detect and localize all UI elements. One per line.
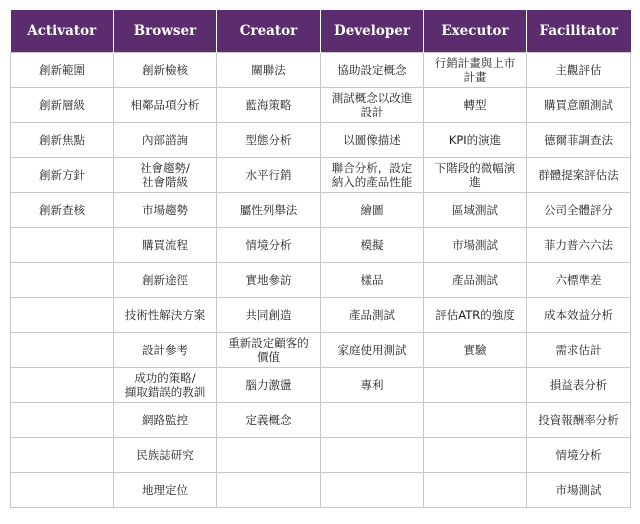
table-cell: 轉型 [424, 88, 527, 123]
table-body [11, 53, 631, 508]
table-row [11, 53, 631, 88]
table-cell: 成本效益分析 [527, 298, 631, 333]
table-cell: 創新層級 [11, 88, 114, 123]
table-cell: 社會趨勢/ 社會階級 [114, 158, 217, 193]
table-cell: 創新焦點 [11, 123, 114, 158]
table-cell: 樣品 [321, 263, 424, 298]
table-cell: 情境分析 [527, 438, 631, 473]
table-row [11, 298, 631, 333]
table-cell: 重新設定顧客的 價值 [217, 333, 321, 368]
table-cell: 情境分析 [217, 228, 321, 263]
table-cell: 德爾菲調查法 [527, 123, 631, 158]
table-cell: 水平行銷 [217, 158, 321, 193]
table-cell: 創新途徑 [114, 263, 217, 298]
table-cell: 成功的策略/ 擷取錯誤的教訓 [114, 368, 217, 403]
table-cell [424, 368, 527, 403]
table-cell: 創新查核 [11, 193, 114, 228]
table-cell: 需求估計 [527, 333, 631, 368]
table-cell [11, 298, 114, 333]
table-cell [11, 368, 114, 403]
table-cell: 市場趨勢 [114, 193, 217, 228]
table-cell: 下階段的微幅演 進 [424, 158, 527, 193]
table-cell: KPI的演進 [424, 123, 527, 158]
table-cell: 實地參訪 [217, 263, 321, 298]
table-cell: 聯合分析，設定 納入的產品性能 [321, 158, 424, 193]
table-cell: 產品測試 [424, 263, 527, 298]
table-cell [11, 438, 114, 473]
table-cell: 評估ATR的強度 [424, 298, 527, 333]
table-cell: 相鄰品項分析 [114, 88, 217, 123]
column-header-developer: Developer [321, 10, 424, 53]
table-cell [424, 473, 527, 508]
table-cell: 六標準差 [527, 263, 631, 298]
table-cell: 公司全體評分 [527, 193, 631, 228]
table-cell [11, 403, 114, 438]
table-row [11, 403, 631, 438]
table-cell: 市場測試 [424, 228, 527, 263]
table-cell [217, 473, 321, 508]
table-cell: 內部諮詢 [114, 123, 217, 158]
table-cell: 腦力激盪 [217, 368, 321, 403]
table-cell: 地理定位 [114, 473, 217, 508]
table-cell: 產品測試 [321, 298, 424, 333]
table-cell: 投資報酬率分析 [527, 403, 631, 438]
table-cell: 區域測試 [424, 193, 527, 228]
table-cell: 損益表分析 [527, 368, 631, 403]
table-cell: 型態分析 [217, 123, 321, 158]
table-cell: 創新方針 [11, 158, 114, 193]
table-cell: 創新範圍 [11, 53, 114, 88]
table-cell: 協助設定概念 [321, 53, 424, 88]
table-cell [321, 403, 424, 438]
table-cell: 網路監控 [114, 403, 217, 438]
table-cell [11, 473, 114, 508]
table-cell: 技術性解決方案 [114, 298, 217, 333]
innovation-role-matrix [10, 10, 630, 508]
table-cell: 繪圖 [321, 193, 424, 228]
table-cell: 藍海策略 [217, 88, 321, 123]
table-cell [217, 438, 321, 473]
table-row [11, 473, 631, 508]
table-cell: 屬性列舉法 [217, 193, 321, 228]
table-cell: 市場測試 [527, 473, 631, 508]
table-row [11, 123, 631, 158]
table-cell: 創新檢核 [114, 53, 217, 88]
table-cell [424, 403, 527, 438]
table-cell: 實驗 [424, 333, 527, 368]
tools-table [10, 10, 631, 508]
table-cell: 關聯法 [217, 53, 321, 88]
column-header-browser: Browser [114, 10, 217, 53]
table-cell: 民族誌研究 [114, 438, 217, 473]
table-row [11, 193, 631, 228]
table-cell [321, 438, 424, 473]
table-row [11, 228, 631, 263]
table-cell: 測試概念以改進 設計 [321, 88, 424, 123]
table-cell [11, 228, 114, 263]
table-row [11, 158, 631, 193]
table-cell: 設計參考 [114, 333, 217, 368]
table-cell: 以圖像描述 [321, 123, 424, 158]
table-cell: 定義概念 [217, 403, 321, 438]
table-row [11, 333, 631, 368]
table-row [11, 263, 631, 298]
table-cell: 群體提案評估法 [527, 158, 631, 193]
table-cell: 購買意願測試 [527, 88, 631, 123]
table-cell: 模擬 [321, 228, 424, 263]
header-row [11, 10, 631, 53]
table-cell [424, 438, 527, 473]
table-cell: 家庭使用測試 [321, 333, 424, 368]
table-row [11, 438, 631, 473]
table-cell: 行銷計畫與上市 計畫 [424, 53, 527, 88]
column-header-facilitator: Facilitator [527, 10, 631, 53]
column-header-creator: Creator [217, 10, 321, 53]
table-cell: 菲力普六六法 [527, 228, 631, 263]
table-cell: 主觀評估 [527, 53, 631, 88]
column-header-executor: Executor [424, 10, 527, 53]
table-cell: 專利 [321, 368, 424, 403]
column-header-activator: Activator [11, 10, 114, 53]
table-cell: 共同創造 [217, 298, 321, 333]
table-cell [11, 333, 114, 368]
table-row [11, 88, 631, 123]
table-row [11, 368, 631, 403]
table-cell: 購買流程 [114, 228, 217, 263]
table-cell [11, 263, 114, 298]
table-cell [321, 473, 424, 508]
